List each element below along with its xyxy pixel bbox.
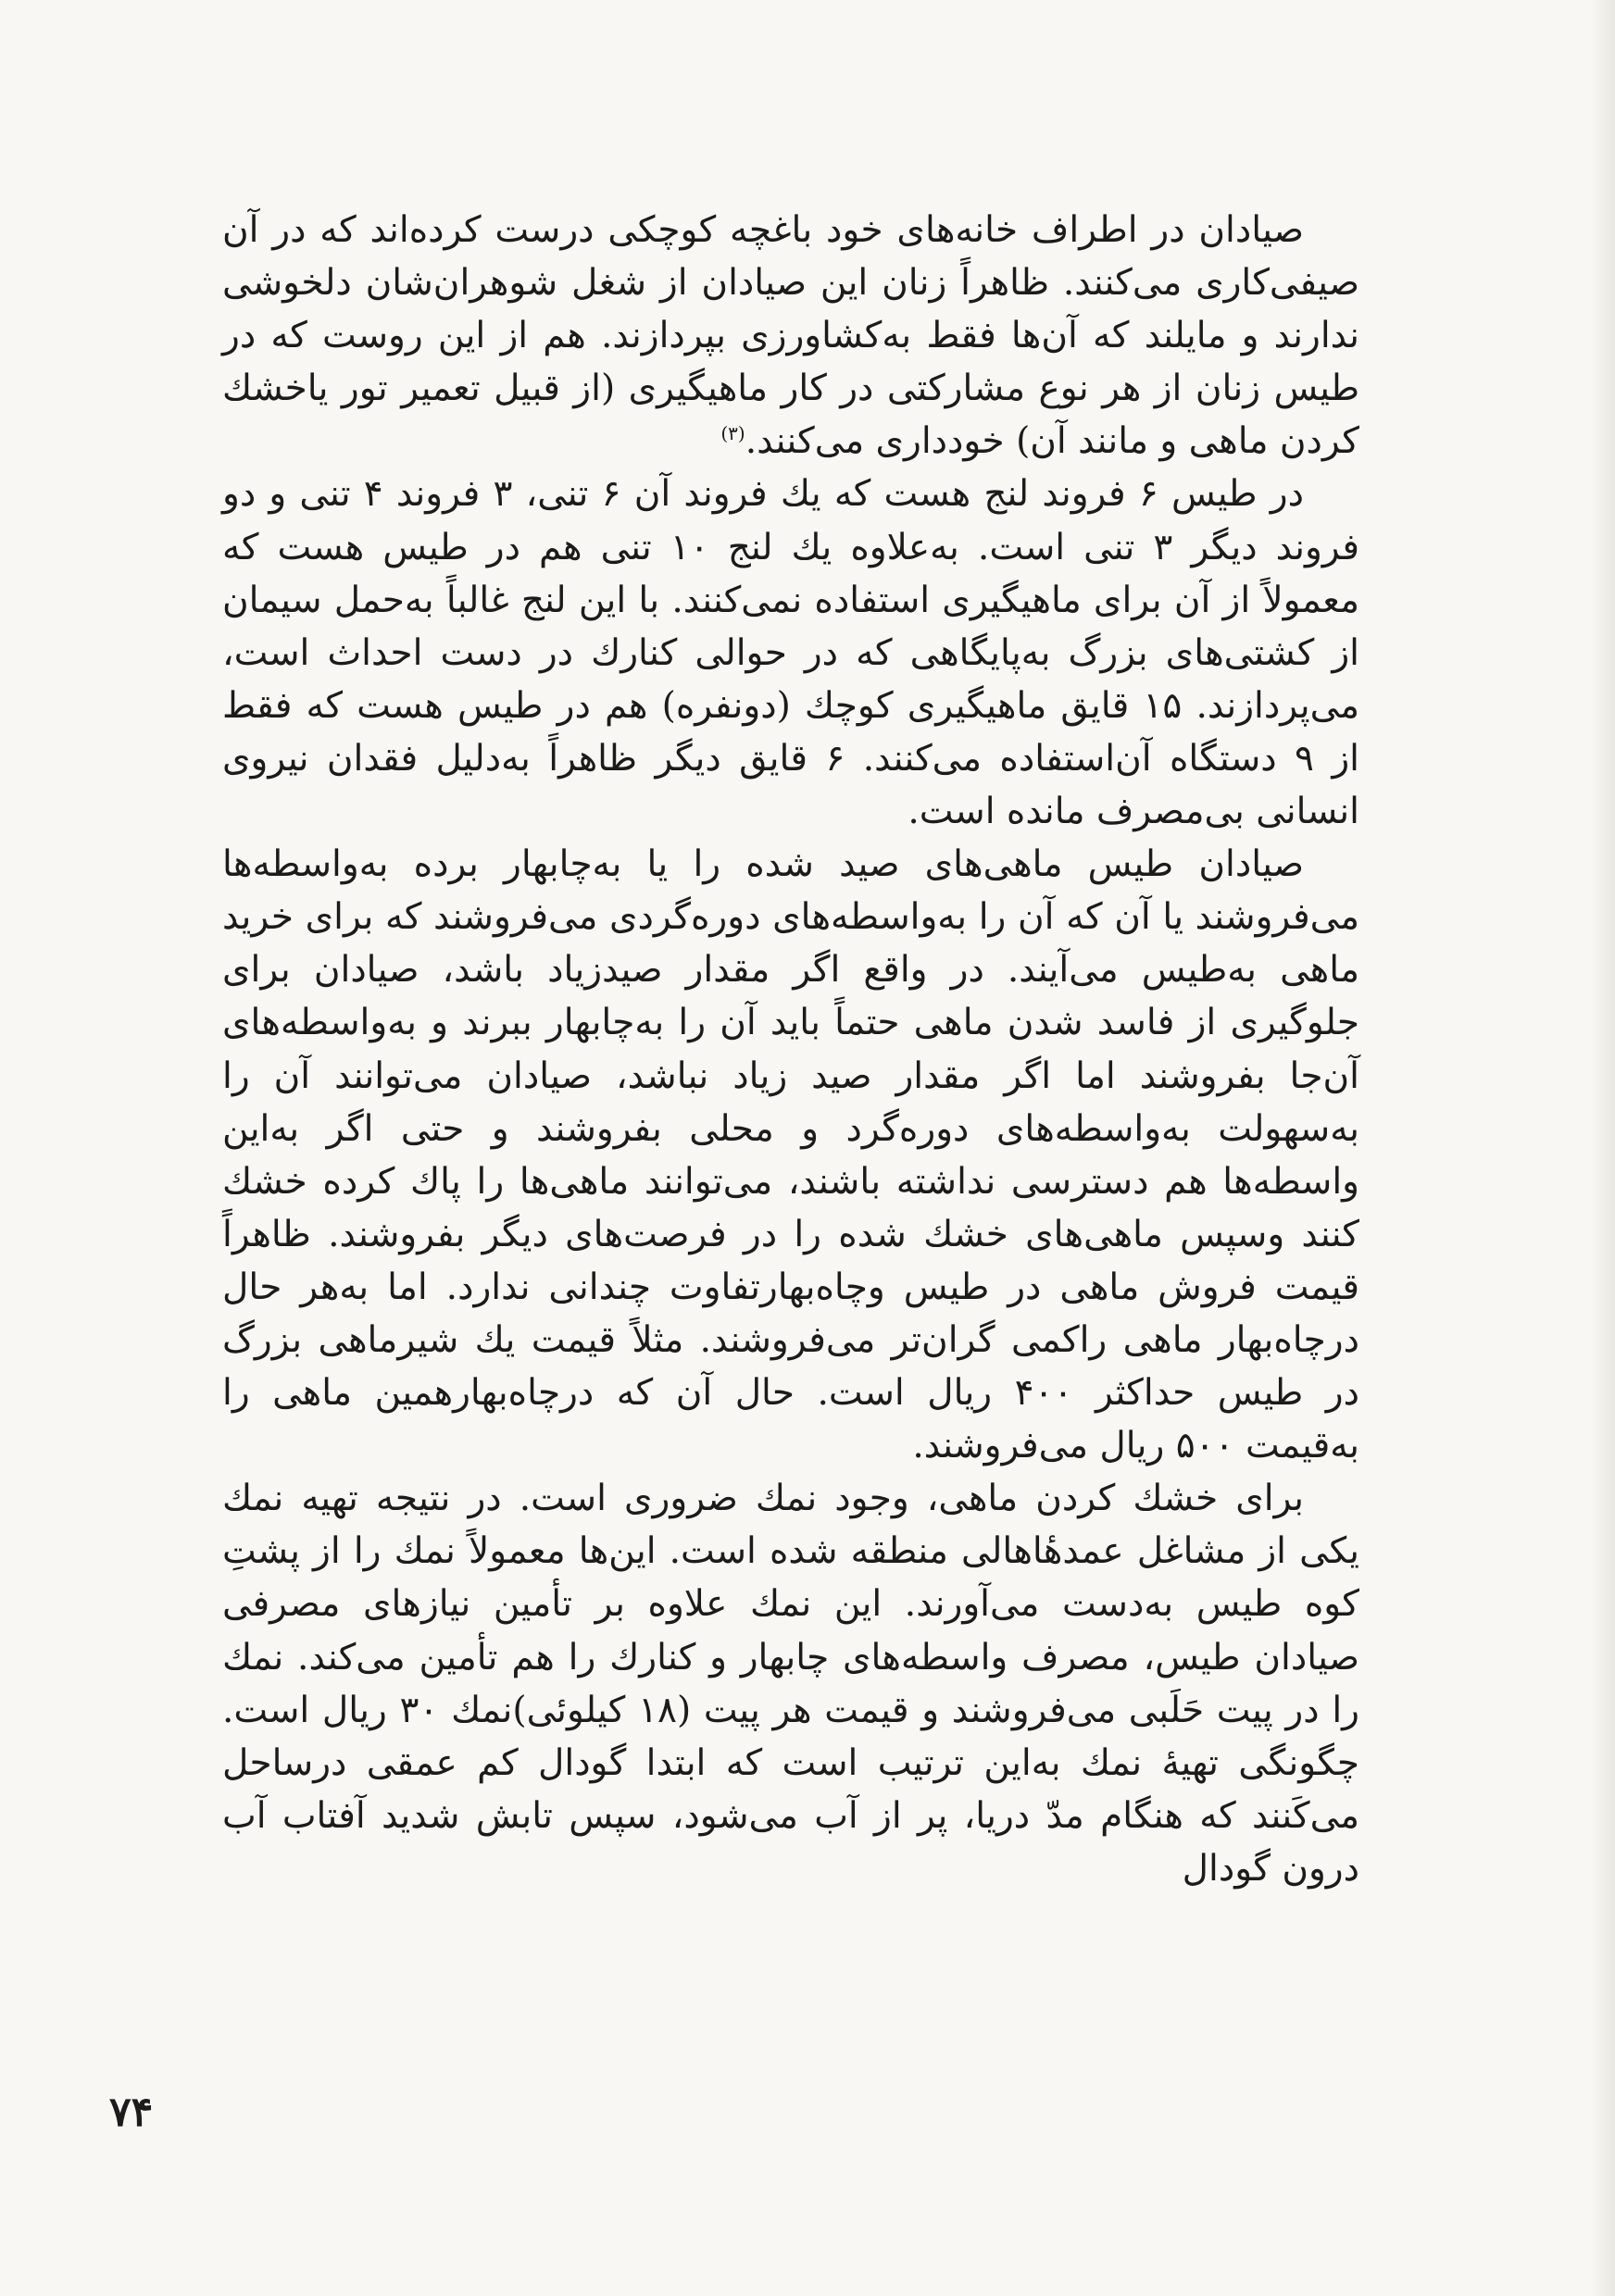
body-text xyxy=(222,204,1359,1895)
paragraph-1-text: صیادان در اطراف خانه‌های خود باغچه کوچکی درست کرده‌اند که در آن صیفی‌کاری می‌کنند. ظاهراً زنان این صیادان از شغل شوهران‌شان دلخوشی ندارند و مایلند که آن‌ها فقط به‌کشاورزی بپردازند. هم از این روست که در طیس زنان از هر نوع مشارکتی در کار ماهیگیری (از قبیل تعمیر تور یاخشك كردن ماهی و مانند آن) خودداری می‌کنند. xyxy=(222,209,1359,463)
paragraph-1 xyxy=(222,204,1359,468)
page-edge-shadow xyxy=(1591,0,1615,2296)
paragraph-3: صیادان طیس ماهی‌های صید شده را یا به‌چابهار برده به‌واسطه‌ها می‌فروشند یا آن که آن را به‌واسطه‌های دوره‌گردی می‌فروشند که برای خرید ماهی به‌طیس می‌آیند. در واقع اگر مقدار صیدزیاد باشد، صیادان برای جلوگیری از فاسد شدن ماهی حتماً باید آن را به‌چابهار ببرند و به‌واسطه‌های آن‌جا بفروشند اما اگر مقدار صید زیاد نباشد، صیادان می‌توانند آن را به‌سهولت به‌واسطه‌های دوره‌گرد و محلی بفروشند و حتی اگر به‌این واسطه‌ها هم دسترسی نداشته باشند، می‌توانند ماهی‌ها را پاك کرده خشك کنند وسپس ماهی‌های خشك شده را در فرصت‌های دیگر بفروشند. ظاهراً قیمت فروش ماهی در طیس وچاه‌بهارتفاوت چندانی ندارد. اما به‌هر حال درچاه‌بهار ماهی راکمی گران‌تر می‌فروشند. مثلاً قیمت یك شیرماهی بزرگ در طیس حداکثر ۴۰۰ ریال است. حال آن که درچاه‌بهارهمین ماهی را به‌قیمت ۵۰۰ ریال می‌فروشند. xyxy=(222,843,1360,1467)
paragraph-2: در طیس ۶ فروند لنج هست که یك فروند آن ۶ تنی، ۳ فروند ۴ تنی و دو فروند دیگر ۳ تنی است. به‌علاوه یك لنج ۱۰ تنی هم در طیس هست که معمولاً از آن برای ماهیگیری استفاده نمی‌کنند. با این لنج غالباً به‌حمل سیمان از کشتی‌های بزرگ به‌پایگاهی که در حوالی کنارك در دست احداث است، می‌پردازند. ۱۵ قایق ماهیگیری کوچك (دونفره) هم در طیس هست که فقط از ۹ دستگاه آن‌استفاده می‌کنند. ۶ قایق دیگر ظاهراً به‌دلیل فقدان نیروی انسانی بی‌مصرف مانده است. xyxy=(222,473,1360,833)
footnote-marker: (۳) xyxy=(720,422,745,445)
paragraph-4: برای خشك کردن ماهی، وجود نمك ضروری است. در نتیجه تهیه نمك یکی از مشاغل عمدهٔاهالی منطقه شده است. این‌ها معمولاً نمك را از پشتِ کوه طیس به‌دست می‌آورند. این نمك علاوه بر تأمین نیازهای مصرفی صیادان طیس، مصرف واسطه‌های چابهار و کنارك را هم تأمین می‌کند. نمك را در پیت حَلَبی می‌فروشند و قیمت هر پیت (۱۸ کیلوئی)نمك ۳۰ ریال است. چگونگی تهیهٔ نمك به‌این ترتیب است که ابتدا گودال کم عمقی درساحل می‌کَنند که هنگام مدّ دریا، پر از آب می‌شود، سپس تابش شدید آفتاب آب درون گودال xyxy=(222,1478,1359,1890)
page-number: ۷۴ xyxy=(109,2089,154,2136)
